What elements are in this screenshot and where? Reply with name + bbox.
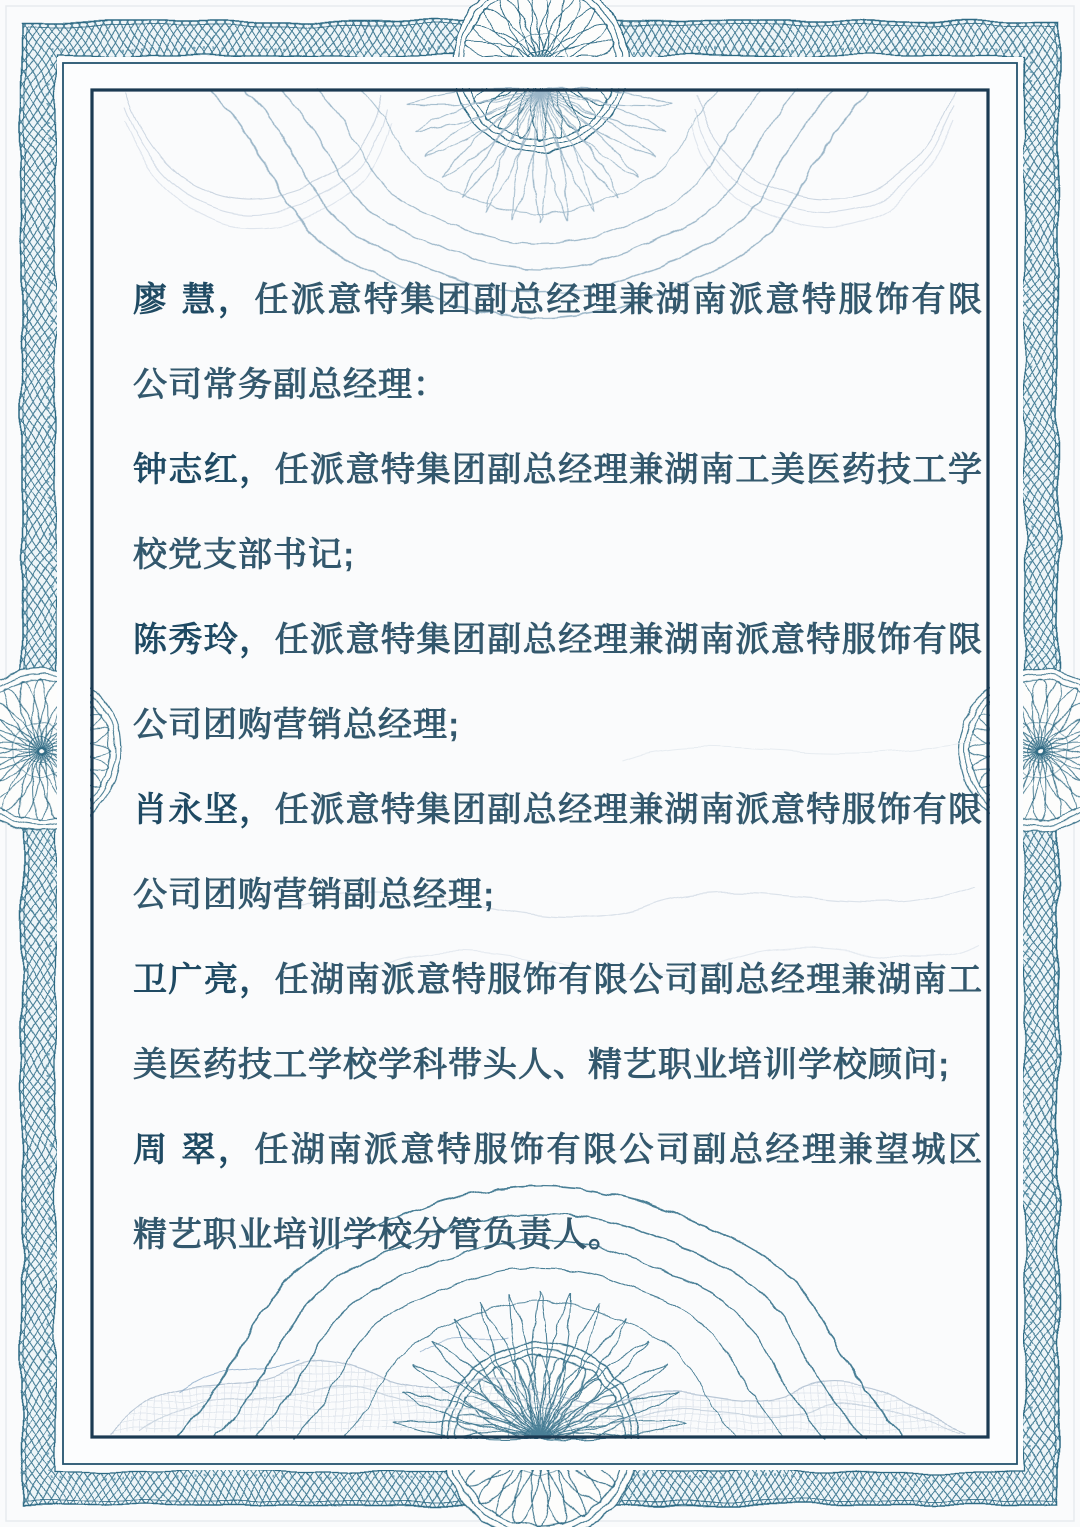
appointment-text: 任湖南派意特服饰有限公司副总经理兼望城区精艺职业培训学校分管负责人。 bbox=[133, 1131, 984, 1254]
person-name: 廖 慧， bbox=[133, 281, 255, 319]
appointment-text: 任派意特集团副总经理兼湖南工美医药技工学校党支部书记; bbox=[133, 451, 984, 574]
person-name: 陈秀玲， bbox=[133, 621, 275, 659]
appointment-entry bbox=[133, 768, 983, 938]
appointment-entry bbox=[133, 428, 983, 598]
announcement-text-block bbox=[133, 258, 983, 1278]
appointment-entry bbox=[133, 258, 983, 428]
appointment-text: 任派意特集团副总经理兼湖南派意特服饰有限公司团购营销总经理; bbox=[133, 621, 984, 744]
person-name: 肖永坚， bbox=[133, 791, 275, 829]
person-name: 卫广亮， bbox=[133, 961, 275, 999]
appointment-entry bbox=[133, 1108, 983, 1278]
appointment-text: 任湖南派意特服饰有限公司副总经理兼湖南工美医药技工学校学科带头人、精艺职业培训学校顾问; bbox=[133, 961, 984, 1084]
person-name: 周 翠， bbox=[133, 1131, 255, 1169]
appointment-text: 任派意特集团副总经理兼湖南派意特服饰有限公司常务副总经理： bbox=[133, 281, 984, 404]
appointment-entry bbox=[133, 938, 983, 1108]
appointment-entry bbox=[133, 598, 983, 768]
appointment-text: 任派意特集团副总经理兼湖南派意特服饰有限公司团购营销副总经理; bbox=[133, 791, 984, 914]
person-name: 钟志红， bbox=[133, 451, 275, 489]
